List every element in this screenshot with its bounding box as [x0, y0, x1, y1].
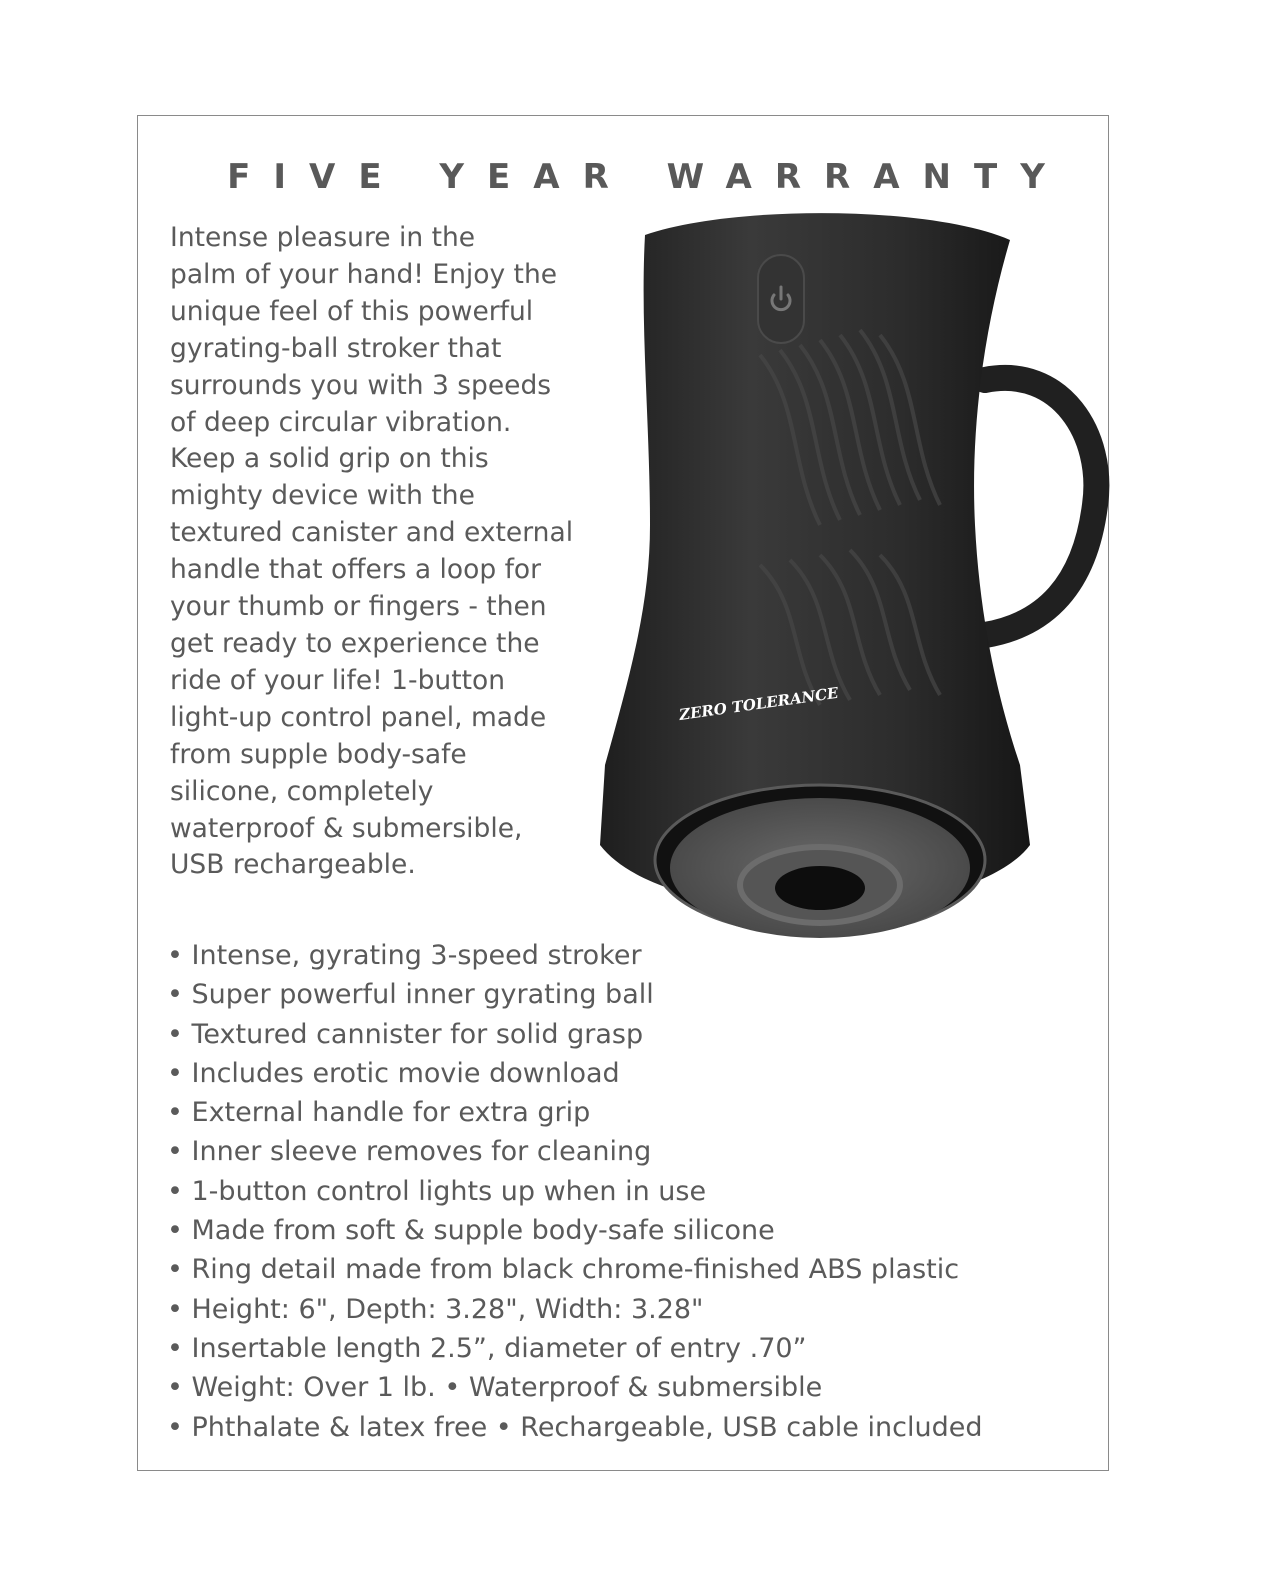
list-item: • Insertable length 2.5”, diameter of entry .70” [167, 1332, 807, 1364]
product-description [170, 220, 640, 884]
description-line: Keep a solid grip on this [170, 443, 489, 475]
description-line: palm of your hand! Enjoy the [170, 258, 558, 290]
sleeve-opening [775, 866, 865, 910]
description-line: light-up control panel, made [170, 701, 547, 733]
list-item: • Inner sleeve removes for cleaning [167, 1136, 652, 1168]
list-item: • Height: 6", Depth: 3.28", Width: 3.28" [167, 1293, 704, 1325]
list-item: • Phthalate & latex free • Rechargeable, USB cable included [167, 1411, 983, 1443]
handle [985, 378, 1096, 635]
description-line: Intense pleasure in the [170, 222, 476, 253]
list-item: • Super powerful inner gyrating ball [167, 979, 654, 1011]
description-line: of deep circular vibration. [170, 406, 512, 438]
list-item: • Includes erotic movie download [167, 1057, 620, 1089]
feature-list [167, 936, 1097, 1447]
description-line: USB rechargeable. [170, 849, 416, 881]
description-line: from supple body-safe [170, 738, 467, 770]
product-image [590, 205, 1110, 945]
description-line: unique feel of this powerful [170, 295, 534, 327]
list-item: • Made from soft & supple body-safe silicone [167, 1215, 775, 1247]
description-line: handle that offers a loop for [170, 554, 542, 586]
description-line: surrounds you with 3 speeds [170, 369, 552, 401]
page-title: FIVE YEAR WARRANTY [227, 157, 1068, 197]
description-line: silicone, completely [170, 775, 434, 807]
description-line: waterproof & submersible, [170, 812, 523, 844]
description-line: textured canister and external [170, 517, 574, 549]
description-line: mighty device with the [170, 480, 475, 512]
list-item: • Textured cannister for solid grasp [167, 1018, 644, 1050]
description-line: get ready to experience the [170, 627, 540, 659]
brand-logo: ZERO TOLERANCE [678, 683, 840, 724]
list-item: • Weight: Over 1 lb. • Waterproof & submersible [167, 1372, 823, 1404]
description-line: gyrating-ball stroker that [170, 332, 502, 364]
description-line: ride of your life! 1-button [170, 664, 506, 696]
list-item: • 1-button control lights up when in use [167, 1175, 707, 1207]
list-item: • Ring detail made from black chrome-finished ABS plastic [167, 1254, 960, 1286]
description-line: your thumb or fingers - then [170, 591, 547, 623]
list-item: • External handle for extra grip [167, 1097, 591, 1129]
list-item: • Intense, gyrating 3-speed stroker [167, 940, 642, 971]
